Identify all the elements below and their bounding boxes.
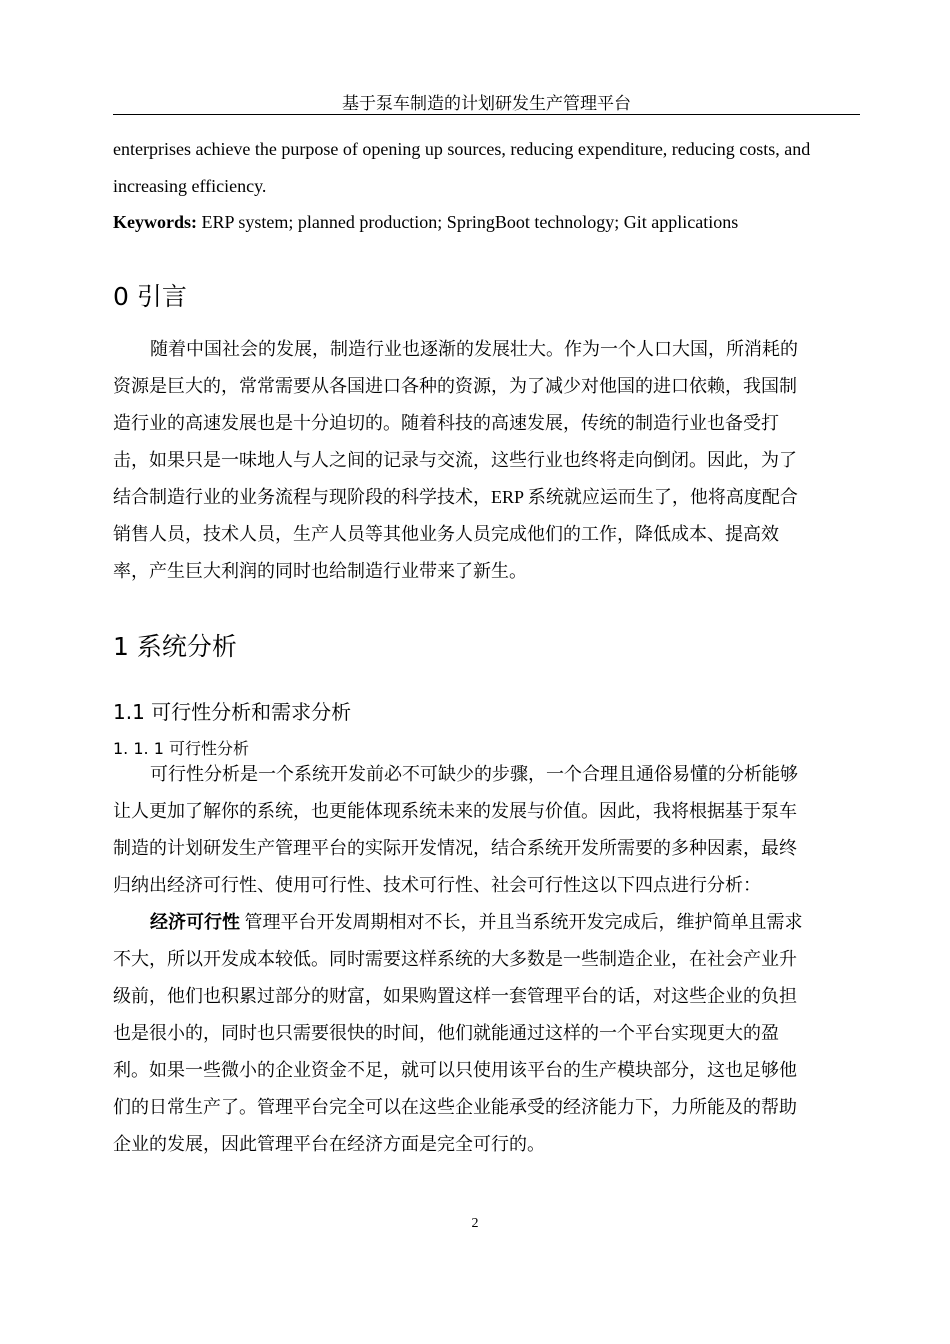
intro-line: 率，产生巨大利润的同时也给制造行业带来了新生。 (113, 561, 527, 581)
keywords-line (113, 211, 738, 233)
economic-feasibility-first-line (150, 910, 803, 935)
economic-line: 企业的发展，因此管理平台在经济方面是完全可行的。 (113, 1134, 545, 1154)
economic-line: 利。如果一些微小的企业资金不足，就可以只使用该平台的生产模块部分，这也足够他 (113, 1060, 797, 1080)
economic-feasibility-label: 经济可行性 (150, 912, 240, 933)
keywords-label: Keywords: (113, 212, 197, 232)
economic-line: 级前，他们也积累过部分的财富，如果购置这样一套管理平台的话，对这些企业的负担 (113, 986, 797, 1006)
intro-line: 销售人员，技术人员，生产人员等其他业务人员完成他们的工作，降低成本、提高效 (113, 524, 779, 544)
feasibility-line: 归纳出经济可行性、使用可行性、技术可行性、社会可行性这以下四点进行分析： (113, 875, 761, 895)
header-rule (113, 114, 860, 115)
section-0-heading: 0 引言 (113, 282, 187, 311)
economic-feasibility-text: 管理平台开发周期相对不长，并且当系统开发完成后，维护简单且需求 (240, 912, 803, 932)
economic-line: 不大，所以开发成本较低。同时需要这样系统的大多数是一些制造企业，在社会产业升 (113, 949, 797, 969)
intro-line: 击，如果只是一味地人与人之间的记录与交流，这些行业也终将走向倒闭。因此，为了 (113, 450, 797, 470)
keywords-text: ERP system; planned production; SpringBoot technology; Git applications (197, 212, 739, 232)
feasibility-line: 制造的计划研发生产管理平台的实际开发情况，结合系统开发所需要的多种因素，最终 (113, 838, 797, 858)
intro-line: 随着中国社会的发展，制造行业也逐渐的发展壮大。作为一个人口大国，所消耗的 (150, 339, 798, 359)
abstract-line-1: enterprises achieve the purpose of opening up sources, reducing expenditure, reducing costs, and (113, 139, 811, 159)
section-1-1-1-heading: 1. 1. 1 可行性分析 (113, 739, 249, 758)
page-number: 2 (471, 1216, 479, 1231)
intro-line: 资源是巨大的，常常需要从各国进口各种的资源，为了减少对他国的进口依赖，我国制 (113, 376, 797, 396)
feasibility-line: 让人更加了解你的系统，也更能体现系统未来的发展与价值。因此，我将根据基于泵车 (113, 801, 797, 821)
intro-line: 结合制造行业的业务流程与现阶段的科学技术，ERP 系统就应运而生了，他将高度配合 (113, 487, 798, 507)
feasibility-line: 可行性分析是一个系统开发前必不可缺少的步骤，一个合理且通俗易懂的分析能够 (150, 764, 798, 784)
section-1-1-heading: 1.1 可行性分析和需求分析 (113, 700, 352, 724)
abstract-line-2: increasing efficiency. (113, 176, 267, 196)
running-header-title: 基于泵车制造的计划研发生产管理平台 (342, 94, 631, 113)
economic-line: 也是很小的，同时也只需要很快的时间，他们就能通过这样的一个平台实现更大的盈 (113, 1023, 779, 1043)
intro-line: 造行业的高速发展也是十分迫切的。随着科技的高速发展，传统的制造行业也备受打 (113, 413, 779, 433)
section-1-heading: 1 系统分析 (113, 632, 237, 661)
economic-line: 们的日常生产了。管理平台完全可以在这些企业能承受的经济能力下，力所能及的帮助 (113, 1097, 797, 1117)
